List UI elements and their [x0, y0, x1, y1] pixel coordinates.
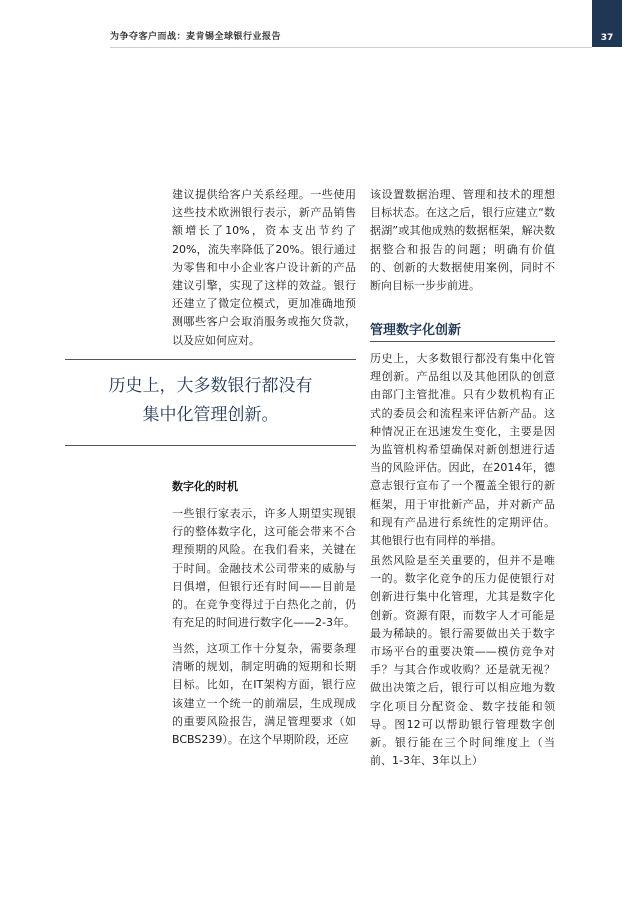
pull-quote-bottom-rule	[65, 445, 356, 446]
left-paragraph-1: 一些银行家表示，许多人期望实现银行的整体数字化，这可能会带来不合理预期的风险。在我们看来，关键在于时间。金融技术公司带来的威胁与日俱增，但银行还有时间——目前是的。在竞争变得过于白热化之前，仍有充足的时间进行数字化——2-3年。	[172, 507, 356, 630]
pull-quote	[65, 372, 356, 430]
pull-quote-top-rule	[65, 359, 356, 360]
header-divider	[110, 47, 592, 48]
right-paragraph-1: 该设置数据治理、管理和技术的理想目标状态。在这之后，银行应建立“数据湖”或其他成熟的数据框架，解决数据整合和报告的问题；明确有价值的、创新的大数据使用案例，同时不断向目标一步步前进。	[370, 188, 555, 293]
page-number: 37	[600, 33, 614, 43]
subheading-digital-timing: 数字化的时机	[172, 480, 238, 493]
running-header: 为争夺客户而战：麦肯锡全球银行业报告	[110, 32, 282, 42]
pull-quote-line-2: 集中化管理创新。	[142, 405, 279, 425]
right-paragraph-2: 历史上，大多数银行都没有集中化管理创新。产品组以及其他团队的创意由部门主管批准。只有少数机构有正式的委员会和流程来评估新产品。这种情况正在迅速发生变化，主要是因为监管机构希望确保对新创想进行适当的风险评估。因此，在2014年，德意志银行宣布了一个覆盖全银行的新框架，用于审批新产品，并对新产品和现有产品进行系统性的定期评估。其他银行也有同样的举措。	[370, 352, 555, 548]
section-heading-rule	[370, 341, 555, 342]
right-paragraph-3: 虽然风险是至关重要的，但并不是唯一的。数字化竞争的压力促使银行对创新进行集中化管理，尤其是数字化创新。资源有限，而数字人才可能是最为稀缺的。银行需要做出关于数字市场平台的重要决策——模仿竞争对手？与其合作或收购？还是就无视？做出决策之后，银行可以相应地为数字化项目分配资金、数字技能和领导。图12可以帮助银行管理数字创新。银行能在三个时间维度上（当前、1-3年、3年以上）	[370, 554, 555, 768]
page-number-tab	[592, 0, 622, 47]
pull-quote-line-1: 历史上，大多数银行都没有	[108, 376, 313, 396]
left-paragraph-2: 当然，这项工作十分复杂，需要条理清晰的规划，制定明确的短期和长期目标。比如，在IT架构方面，银行应该建立一个统一的前端层，生成现成的重要风险报告，满足管理要求（如BCBS239）。在这个早期阶段，还应	[172, 642, 356, 747]
section-heading-manage-innovation: 管理数字化创新	[370, 323, 462, 338]
intro-paragraph: 建议提供给客户关系经理。一些使用这些技术欧洲银行表示，新产品销售额增长了10%，资本支出节约了20%，流失率降低了20%。银行通过为零售和中小企业客户设计新的产品建议引擎，实现了这样的效益。银行还建立了微定位模式，更加准确地预测哪些客户会取消服务或拖欠贷款，以及应如何应对。	[172, 188, 356, 347]
